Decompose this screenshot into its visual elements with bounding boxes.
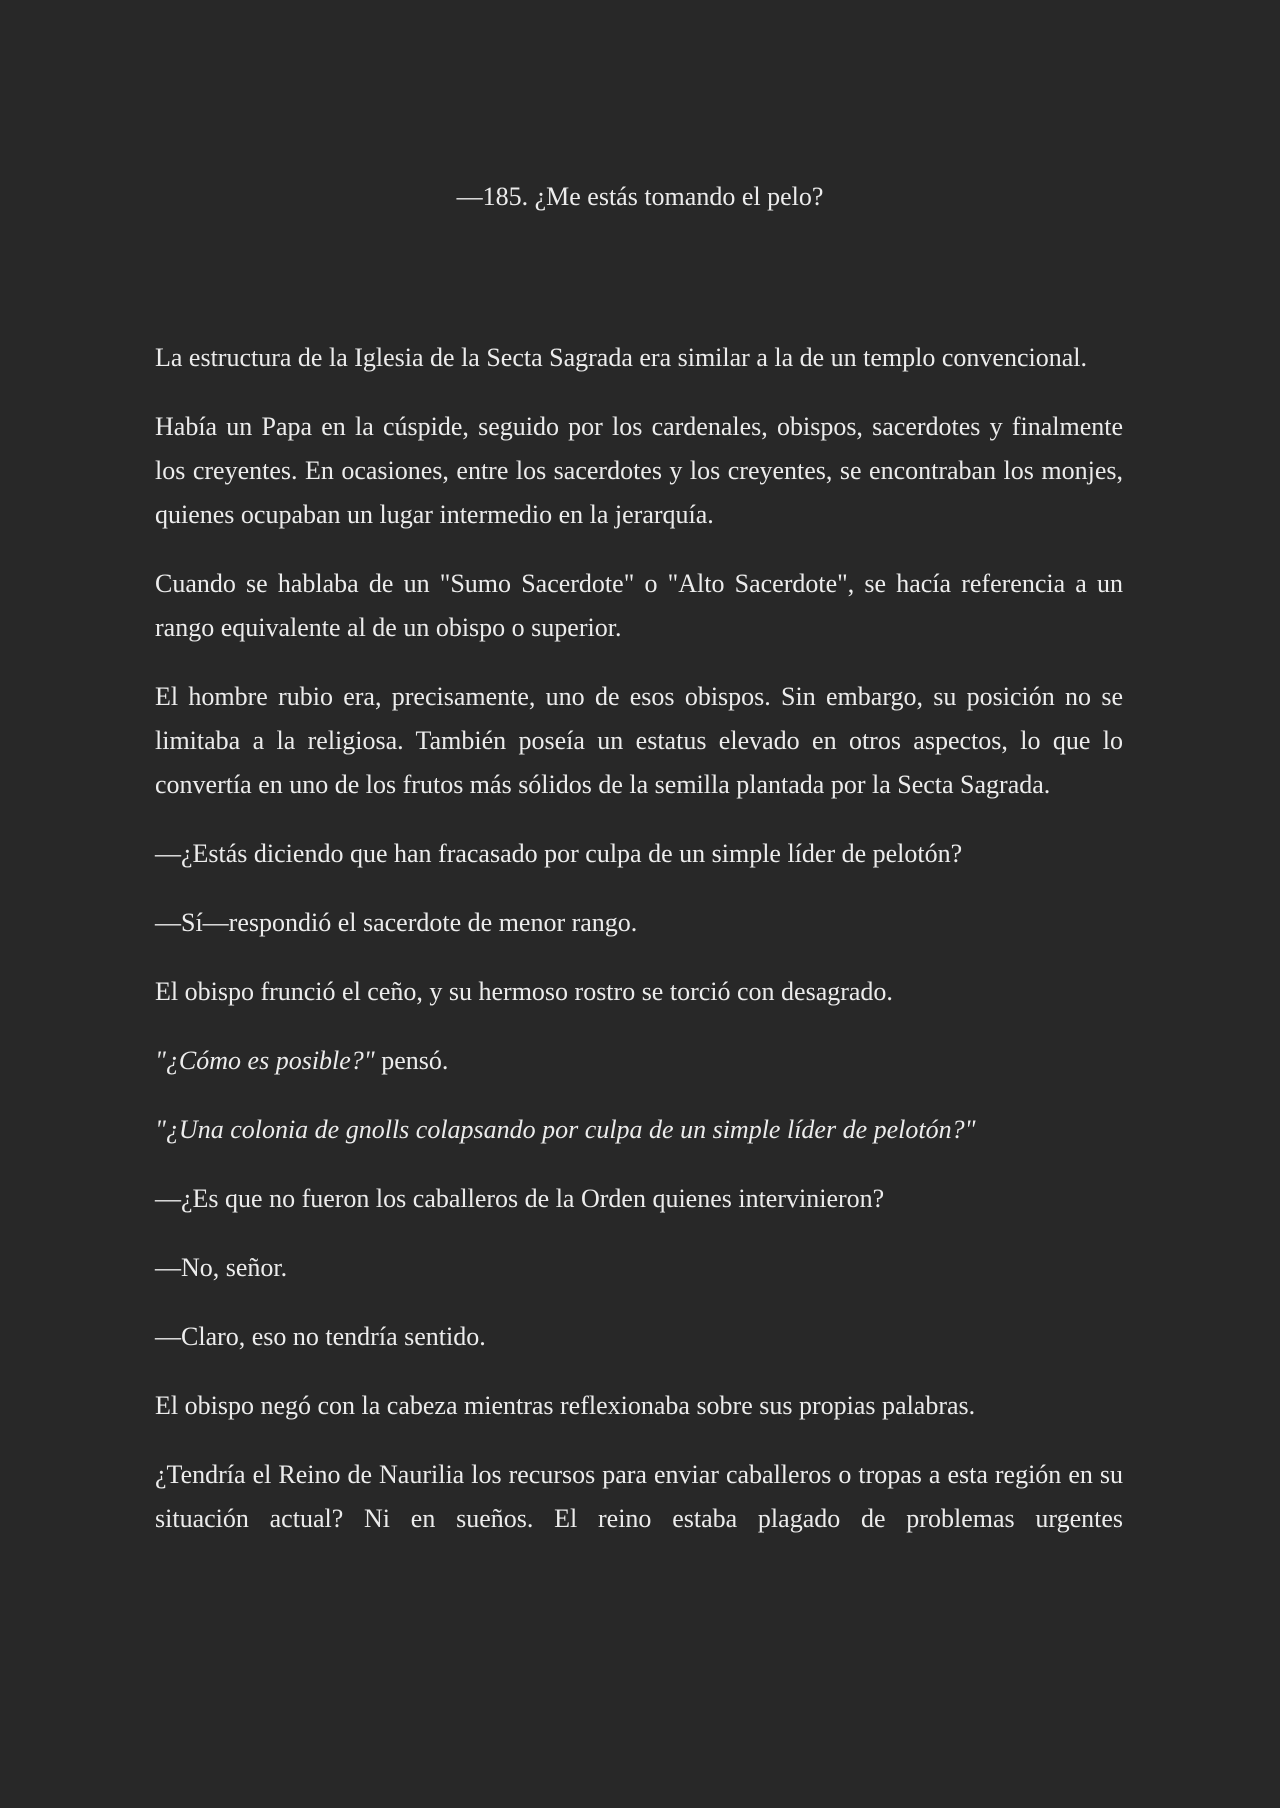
thought-italic: "¿Una colonia de gnolls colapsando por culpa de un simple líder de pelotón?" (155, 1115, 976, 1144)
paragraph: La estructura de la Iglesia de la Secta Sagrada era similar a la de un templo convencional. (155, 343, 1087, 372)
dialogue-line: —¿Es que no fueron los caballeros de la Orden quienes intervinieron? (155, 1184, 885, 1213)
dialogue-line: —¿Estás diciendo que han fracasado por culpa de un simple líder de pelotón? (155, 839, 963, 868)
dialogue-line: —Claro, eso no tendría sentido. (155, 1322, 486, 1351)
paragraph: ¿Tendría el Reino de Naurilia los recursos para enviar caballeros o tropas a esta región en su situación actual? Ni en sueños. El reino estaba plagado de problemas urgentes (155, 1460, 1123, 1533)
thought-tail: pensó. (374, 1046, 449, 1075)
paragraph: El hombre rubio era, precisamente, uno de esos obispos. Sin embargo, su posición no se limitaba a la religiosa. También poseía un estatus elevado en otros aspectos, lo que lo convertía en uno de los frutos más sólidos de la semilla plantada por la Secta Sagrada. (155, 682, 1123, 799)
thought-line (155, 1108, 1123, 1152)
chapter-body (155, 336, 1123, 1541)
thought-italic: "¿Cómo es posible?" (155, 1046, 375, 1075)
thought-line (155, 1039, 1123, 1083)
dialogue-line: —No, señor. (155, 1253, 288, 1282)
paragraph: Había un Papa en la cúspide, seguido por los cardenales, obispos, sacerdotes y finalmente los creyentes. En ocasiones, entre los sacerdotes y los creyentes, se encontraban los monjes, quienes ocupaban un lugar intermedio en la jerarquía. (155, 412, 1123, 529)
dialogue-line: —Sí—respondió el sacerdote de menor rango. (155, 908, 638, 937)
paragraph: El obispo negó con la cabeza mientras reflexionaba sobre sus propias palabras. (155, 1391, 976, 1420)
paragraph: El obispo frunció el ceño, y su hermoso rostro se torció con desagrado. (155, 977, 893, 1006)
chapter-title: —185. ¿Me estás tomando el pelo? (456, 182, 824, 211)
paragraph: Cuando se hablaba de un "Sumo Sacerdote" o "Alto Sacerdote", se hacía referencia a un rango equivalente al de un obispo o superior. (155, 569, 1123, 642)
